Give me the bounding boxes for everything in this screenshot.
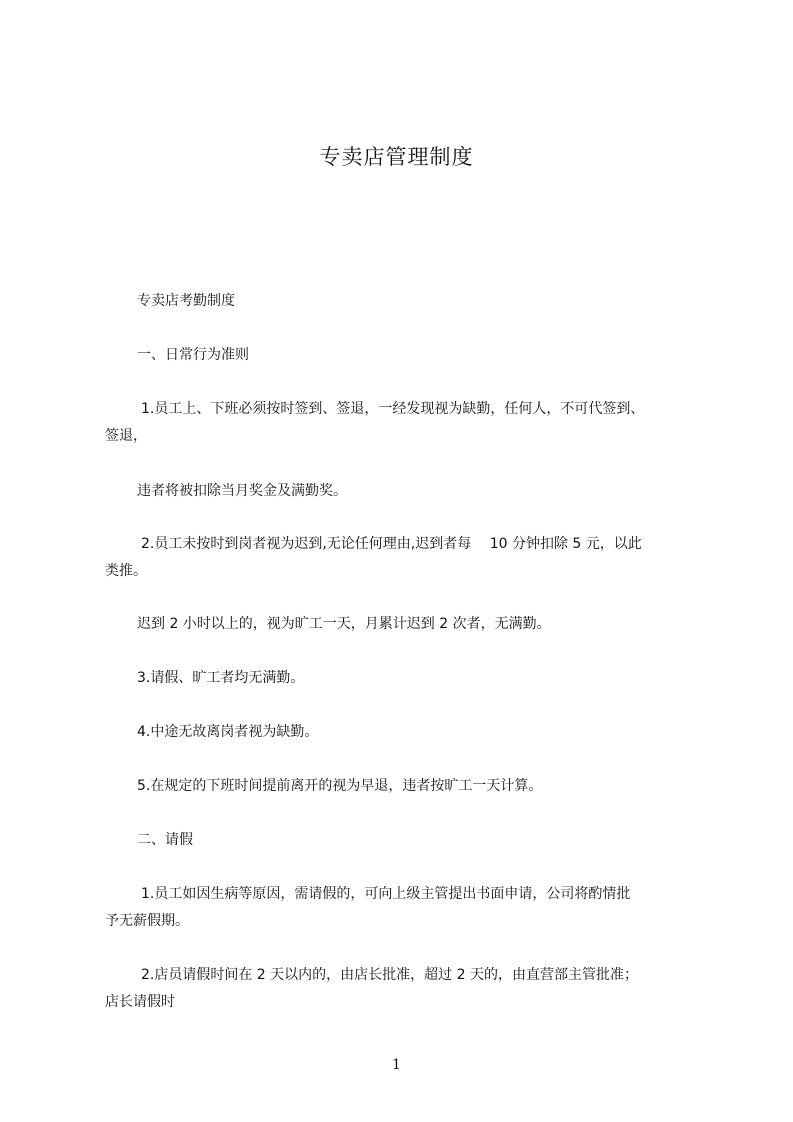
- section-heading-leave: 二、请假: [137, 832, 193, 848]
- leave-rule-2-line-1: 2.店员请假时间在 2 天以内的，由店长批准，超过 2 天的，由直营部主管批准；: [141, 967, 638, 983]
- rule-1-line-2: 签退，: [105, 428, 147, 444]
- leave-rule-2-line-2: 店长请假时: [105, 994, 175, 1010]
- rule-2-line-2: 类推。: [105, 563, 147, 579]
- rule-1-line-1: 1.员工上、下班必须按时签到、签退，一经发现视为缺勤，任何人，不可代签到、: [141, 401, 645, 417]
- section-heading-attendance: 专卖店考勤制度: [137, 293, 235, 309]
- rule-2-line-1: 2.员工未按时到岗者视为迟到,无论任何理由,迟到者每 10 分钟扣除 5 元，以此: [141, 536, 642, 552]
- rule-5: 5.在规定的下班时间提前离开的视为早退，违者按旷工一天计算。: [137, 778, 543, 794]
- leave-rule-1-line-2: 予无薪假期。: [105, 913, 189, 929]
- rule-2-continuation: 迟到 2 小时以上的，视为旷工一天，月累计迟到 2 次者，无满勤。: [137, 616, 551, 632]
- rule-3: 3.请假、旷工者均无满勤。: [137, 670, 305, 686]
- section-heading-daily-rules: 一、日常行为准则: [137, 347, 249, 363]
- page-number: 1: [392, 1057, 401, 1073]
- rule-4: 4.中途无故离岗者视为缺勤。: [137, 724, 319, 740]
- rule-1-continuation: 违者将被扣除当月奖金及满勤奖。: [137, 483, 347, 499]
- document-title: 专卖店管理制度: [319, 145, 474, 169]
- leave-rule-1-line-1: 1.员工如因生病等原因，需请假的，可向上级主管提出书面申请，公司将酌情批: [141, 886, 631, 902]
